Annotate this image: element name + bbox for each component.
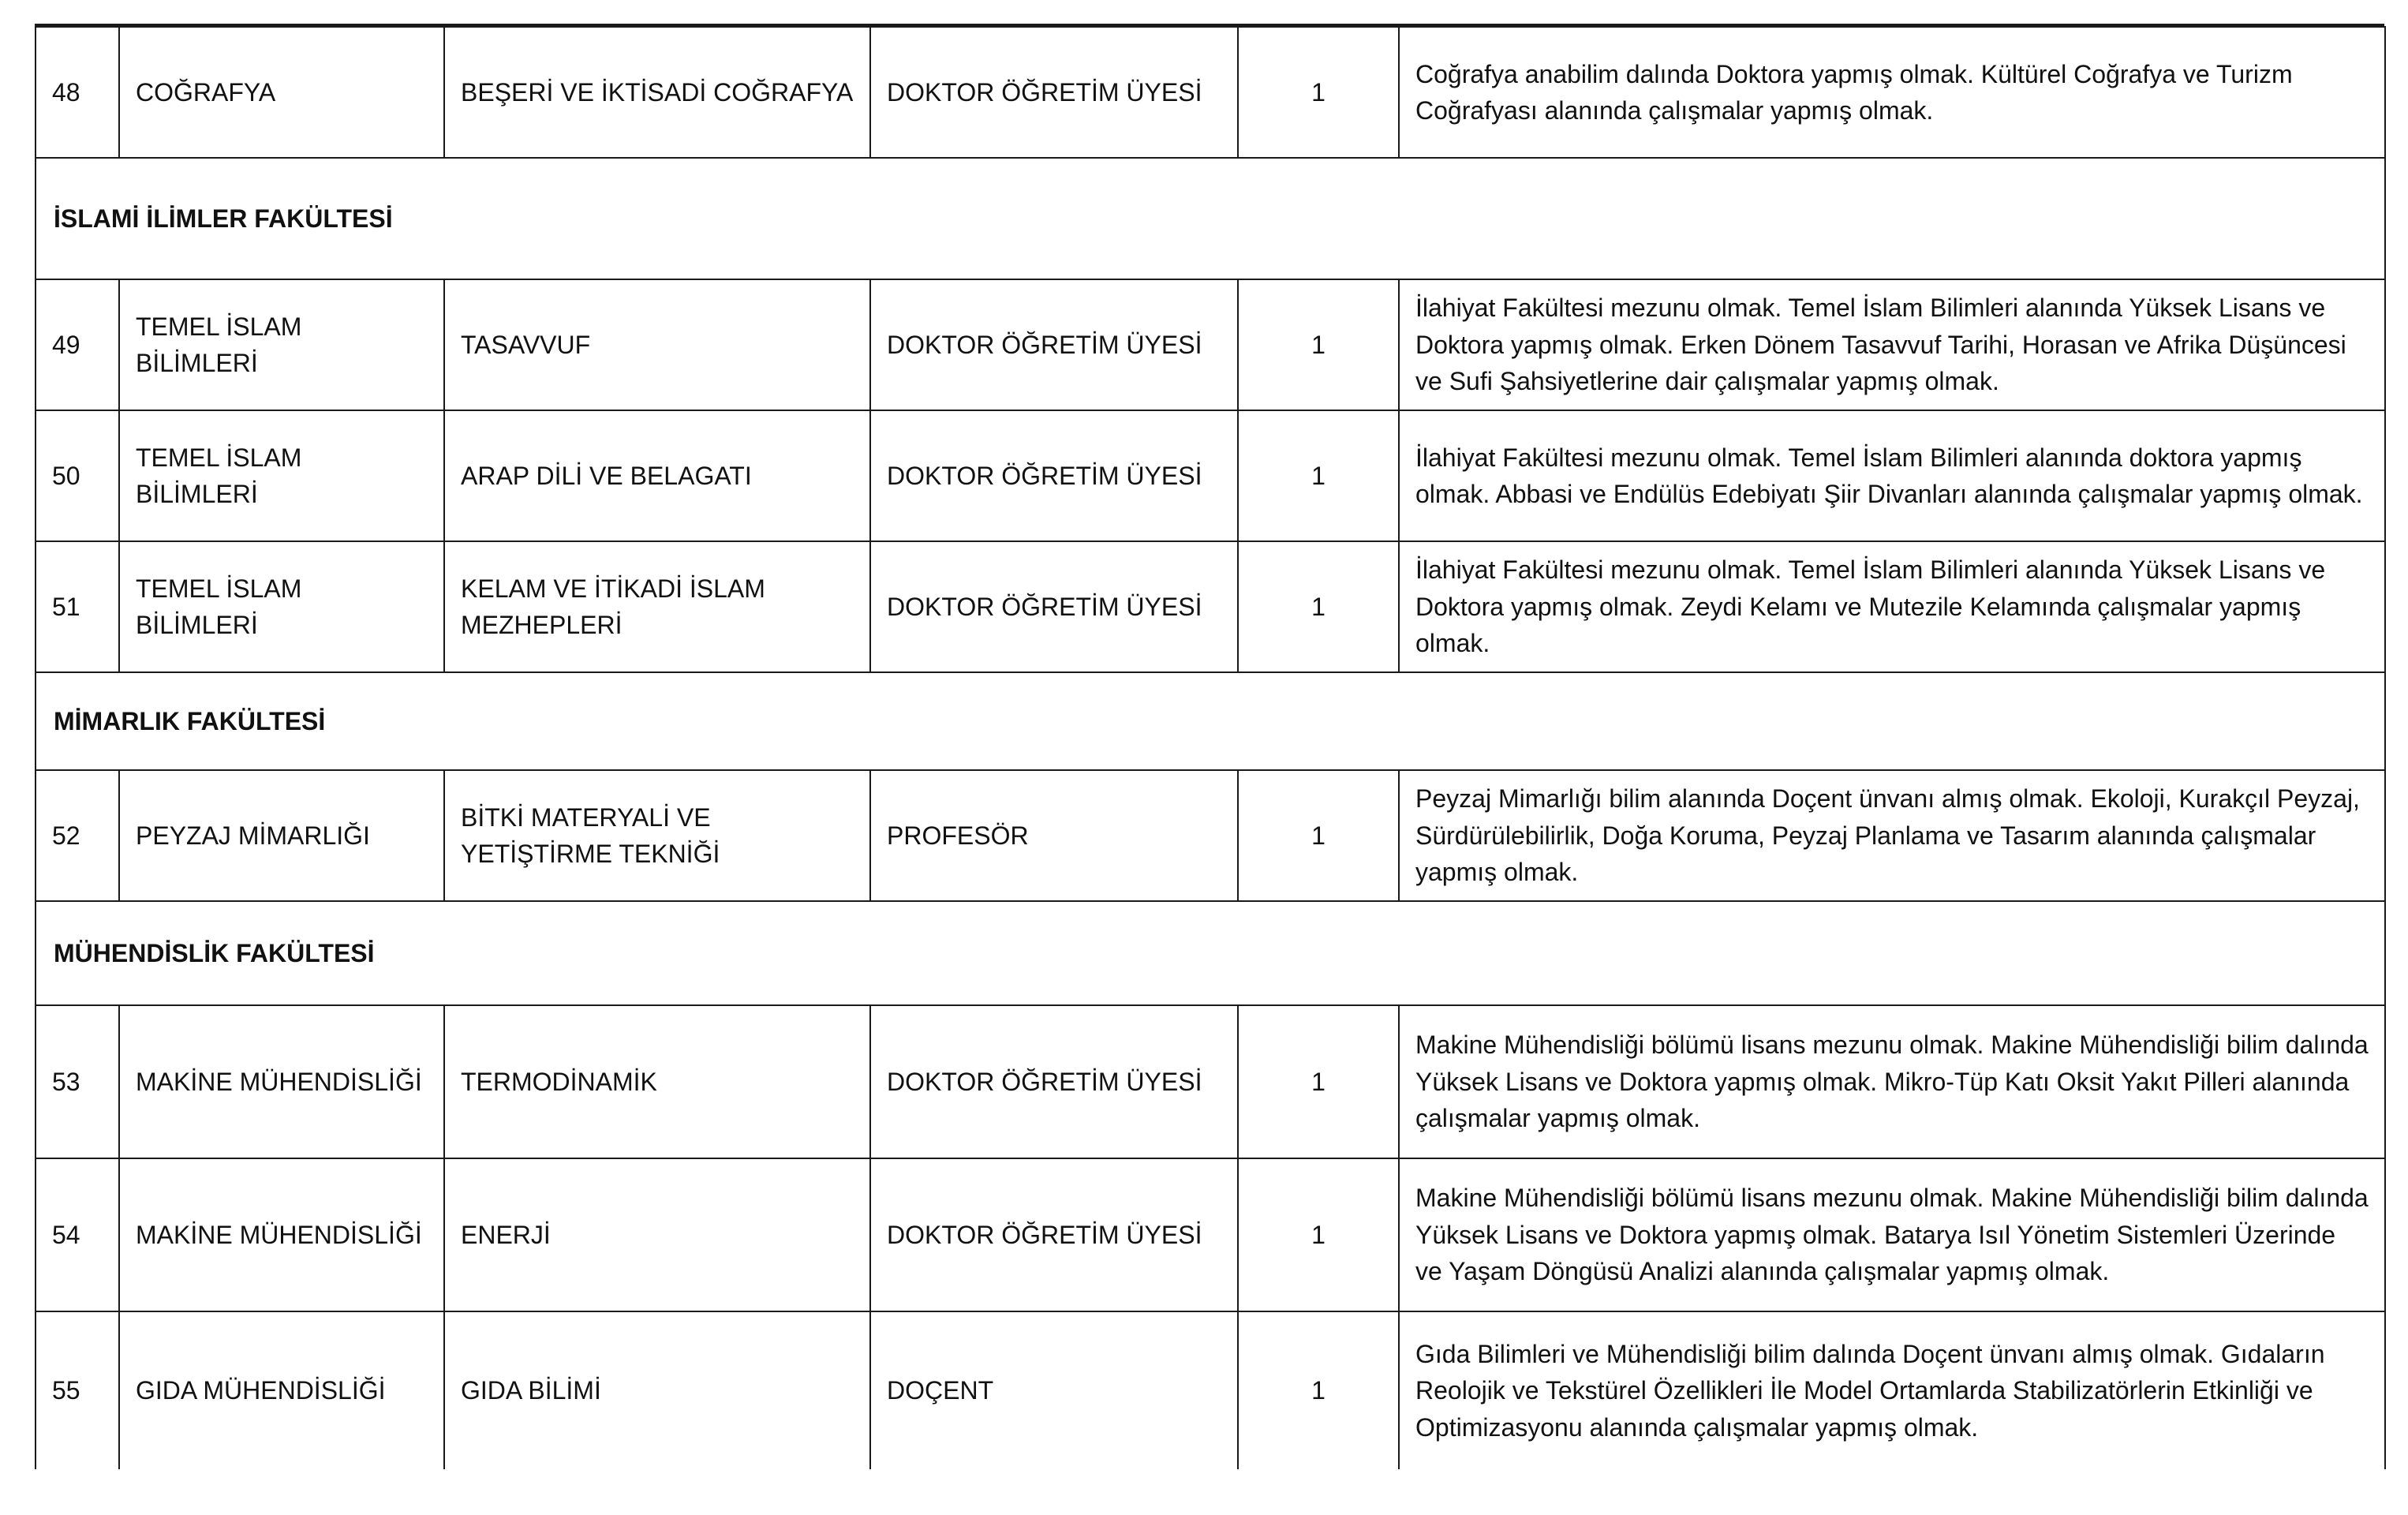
count-cell: 1: [1238, 27, 1399, 158]
title-cell: PROFESÖR: [870, 770, 1238, 901]
table-row: [36, 410, 2385, 541]
count-cell: 1: [1238, 1158, 1399, 1311]
count-cell: 1: [1238, 410, 1399, 541]
row-number: 48: [36, 27, 119, 158]
department-cell: PEYZAJ MİMARLIĞI: [119, 770, 444, 901]
section-header-row: [36, 901, 2385, 1005]
field-cell: KELAM VE İTİKADİ İSLAM MEZHEPLERİ: [444, 541, 870, 672]
section-header-row: [36, 158, 2385, 279]
count-cell: 1: [1238, 770, 1399, 901]
field-cell: ARAP DİLİ VE BELAGATI: [444, 410, 870, 541]
requirements-cell: Coğrafya anabilim dalında Doktora yapmış olmak. Kültürel Coğrafya ve Turizm Coğrafyası alanında çalışmalar yapmış olmak.: [1399, 27, 2385, 158]
department-cell: MAKİNE MÜHENDİSLİĞİ: [119, 1158, 444, 1311]
section-header-row: [36, 672, 2385, 770]
row-number: 49: [36, 279, 119, 410]
table-row: [36, 770, 2385, 901]
position-table: [35, 26, 2386, 1469]
requirements-cell: Makine Mühendisliği bölümü lisans mezunu olmak. Makine Mühendisliği bilim dalında Yüksek Lisans ve Doktora yapmış olmak. Batarya Isıl Yönetim Sistemleri Üzerinde ve Yaşam Döngüsü Analizi alanında çalışmalar yapmış olmak.: [1399, 1158, 2385, 1311]
title-cell: DOKTOR ÖĞRETİM ÜYESİ: [870, 27, 1238, 158]
requirements-cell: Peyzaj Mimarlığı bilim alanında Doçent ünvanı almış olmak. Ekoloji, Kurakçıl Peyzaj, Sürdürülebilirlik, Doğa Koruma, Peyzaj Planlama ve Tasarım alanında çalışmalar yapmış olmak.: [1399, 770, 2385, 901]
requirements-cell: Makine Mühendisliği bölümü lisans mezunu olmak. Makine Mühendisliği bilim dalında Yüksek Lisans ve Doktora yapmış olmak. Mikro-Tüp Katı Oksit Yakıt Pilleri alanında çalışmalar yapmış olmak.: [1399, 1005, 2385, 1158]
title-cell: DOKTOR ÖĞRETİM ÜYESİ: [870, 279, 1238, 410]
field-cell: TASAVVUF: [444, 279, 870, 410]
field-cell: TERMODİNAMİK: [444, 1005, 870, 1158]
row-number: 50: [36, 410, 119, 541]
section-header: MÜHENDİSLİK FAKÜLTESİ: [36, 901, 2385, 1005]
department-cell: TEMEL İSLAM BİLİMLERİ: [119, 410, 444, 541]
requirements-cell: Gıda Bilimleri ve Mühendisliği bilim dalında Doçent ünvanı almış olmak. Gıdaların Reolojik ve Tekstürel Özellikleri İle Model Ortamlarda Stabilizatörlerin Etkinliği ve Optimizasyonu alanında çalışmalar yapmış olmak.: [1399, 1311, 2385, 1469]
title-cell: DOKTOR ÖĞRETİM ÜYESİ: [870, 1158, 1238, 1311]
section-header: MİMARLIK FAKÜLTESİ: [36, 672, 2385, 770]
section-header: İSLAMİ İLİMLER FAKÜLTESİ: [36, 158, 2385, 279]
department-cell: TEMEL İSLAM BİLİMLERİ: [119, 541, 444, 672]
title-cell: DOKTOR ÖĞRETİM ÜYESİ: [870, 410, 1238, 541]
row-number: 51: [36, 541, 119, 672]
row-number: 52: [36, 770, 119, 901]
title-cell: DOKTOR ÖĞRETİM ÜYESİ: [870, 1005, 1238, 1158]
row-number: 53: [36, 1005, 119, 1158]
table-body: [36, 27, 2385, 1469]
requirements-cell: İlahiyat Fakültesi mezunu olmak. Temel İslam Bilimleri alanında Yüksek Lisans ve Doktora yapmış olmak. Erken Dönem Tasavvuf Tarihi, Horasan ve Afrika Düşüncesi ve Sufi Şahsiyetlerine dair çalışmalar yapmış olmak.: [1399, 279, 2385, 410]
title-cell: DOÇENT: [870, 1311, 1238, 1469]
row-number: 55: [36, 1311, 119, 1469]
count-cell: 1: [1238, 279, 1399, 410]
department-cell: GIDA MÜHENDİSLİĞİ: [119, 1311, 444, 1469]
position-table-page: [35, 24, 2384, 1469]
department-cell: TEMEL İSLAM BİLİMLERİ: [119, 279, 444, 410]
field-cell: GIDA BİLİMİ: [444, 1311, 870, 1469]
field-cell: BEŞERİ VE İKTİSADİ COĞRAFYA: [444, 27, 870, 158]
department-cell: COĞRAFYA: [119, 27, 444, 158]
count-cell: 1: [1238, 1311, 1399, 1469]
department-cell: MAKİNE MÜHENDİSLİĞİ: [119, 1005, 444, 1158]
table-row: [36, 1311, 2385, 1469]
field-cell: ENERJİ: [444, 1158, 870, 1311]
requirements-cell: İlahiyat Fakültesi mezunu olmak. Temel İslam Bilimleri alanında doktora yapmış olmak. Abbasi ve Endülüs Edebiyatı Şiir Divanları alanında çalışmalar yapmış olmak.: [1399, 410, 2385, 541]
count-cell: 1: [1238, 541, 1399, 672]
requirements-cell: İlahiyat Fakültesi mezunu olmak. Temel İslam Bilimleri alanında Yüksek Lisans ve Doktora yapmış olmak. Zeydi Kelamı ve Mutezile Kelamında çalışmalar yapmış olmak.: [1399, 541, 2385, 672]
table-row: [36, 1005, 2385, 1158]
table-row: [36, 279, 2385, 410]
table-row: [36, 27, 2385, 158]
count-cell: 1: [1238, 1005, 1399, 1158]
table-row: [36, 1158, 2385, 1311]
field-cell: BİTKİ MATERYALİ VE YETİŞTİRME TEKNİĞİ: [444, 770, 870, 901]
table-row: [36, 541, 2385, 672]
row-number: 54: [36, 1158, 119, 1311]
title-cell: DOKTOR ÖĞRETİM ÜYESİ: [870, 541, 1238, 672]
